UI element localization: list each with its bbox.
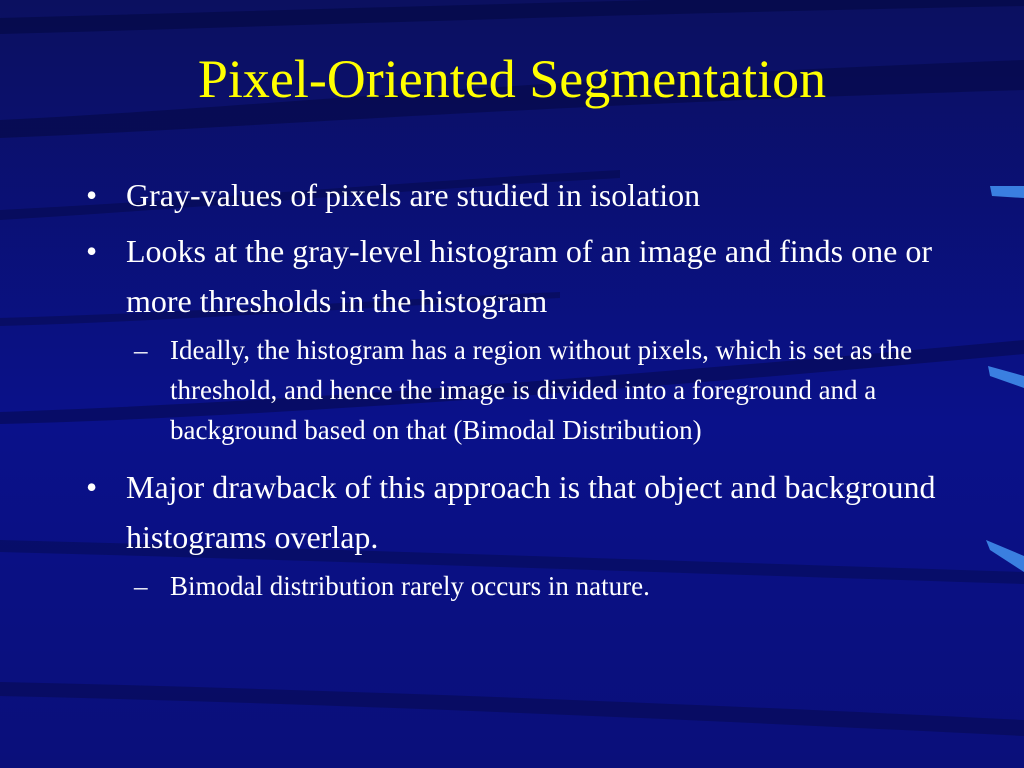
sub-bullet-text: Ideally, the histogram has a region without pixels, which is set as the threshold, and hence the image is divided into a foreground and a background based on that (Bimodal Distribution) bbox=[170, 335, 913, 445]
accent-tick bbox=[990, 186, 1024, 198]
bullet-marker: • bbox=[86, 233, 98, 269]
accent-tick bbox=[986, 540, 1024, 572]
bullet-item bbox=[82, 462, 962, 562]
bullet-text: Gray-values of pixels are studied in isolation bbox=[126, 177, 701, 213]
sub-bullet-group bbox=[82, 330, 962, 450]
slide-title: Pixel-Oriented Segmentation bbox=[197, 49, 827, 109]
sub-bullet-list bbox=[82, 330, 962, 450]
sub-bullet-text: Bimodal distribution rarely occurs in nature. bbox=[170, 571, 650, 601]
accent-tick bbox=[988, 366, 1024, 388]
dash-marker: – bbox=[134, 335, 148, 365]
sub-bullet-item bbox=[82, 330, 962, 450]
bullet-list bbox=[82, 170, 962, 618]
bullet-item bbox=[82, 170, 962, 220]
background-streak bbox=[0, 0, 1024, 34]
bullet-marker: • bbox=[86, 177, 98, 213]
sub-bullet-list bbox=[82, 566, 962, 606]
bullet-item bbox=[82, 226, 962, 326]
sub-bullet-item bbox=[82, 566, 962, 606]
sub-bullet-group bbox=[82, 566, 962, 606]
bullet-text: Major drawback of this approach is that object and background histograms overlap. bbox=[126, 469, 936, 555]
background-streak bbox=[0, 682, 1024, 736]
bullet-marker: • bbox=[86, 469, 98, 505]
bullet-text: Looks at the gray-level histogram of an image and finds one or more thresholds in the histogram bbox=[126, 233, 932, 319]
dash-marker: – bbox=[134, 571, 148, 601]
